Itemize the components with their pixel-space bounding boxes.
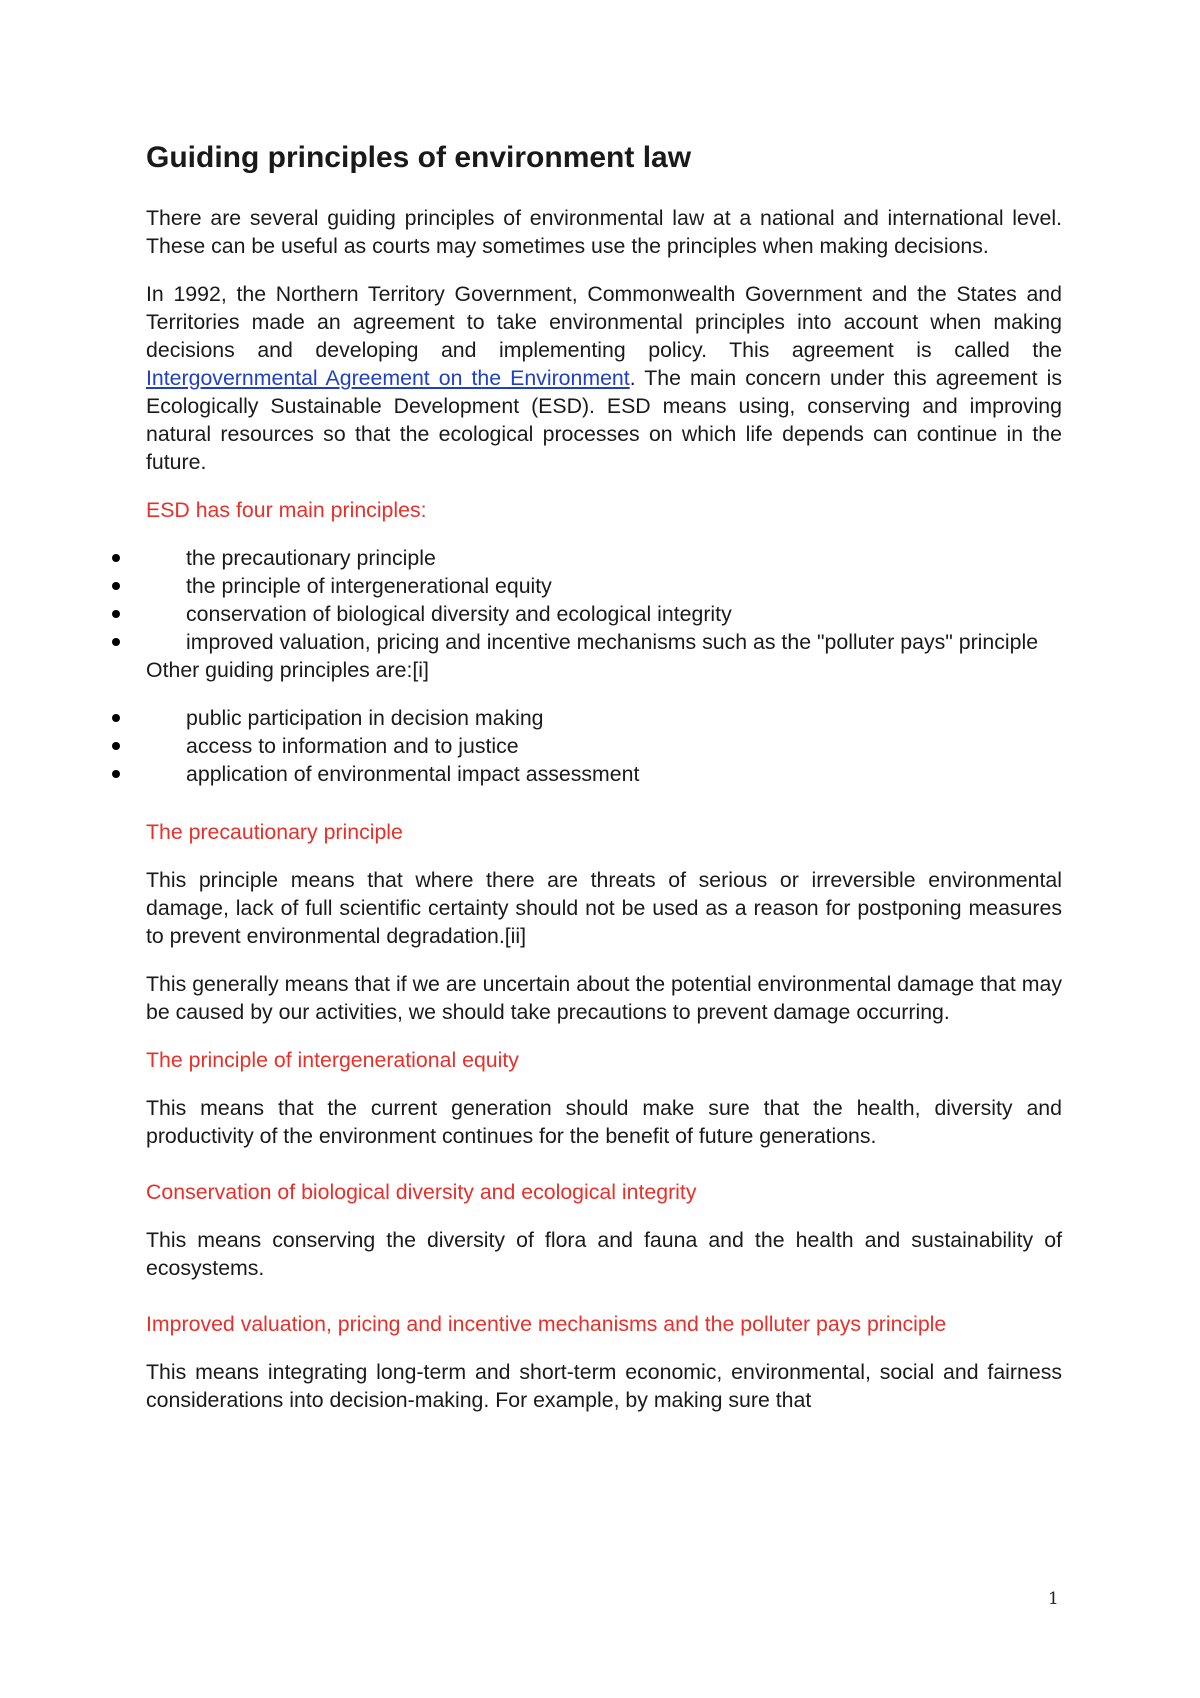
list-item: access to information and to justice [112, 732, 1062, 760]
section-paragraph: This generally means that if we are uncertain about the potential environmental damage that may be caused by our activities, we should take precautions to prevent damage occurring. [146, 972, 1062, 1024]
list-item: improved valuation, pricing and incentive mechanisms such as the "polluter pays" principle [112, 628, 1062, 656]
other-principles-heading: Other guiding principles are:[i] [146, 658, 429, 682]
bullet-icon [112, 770, 120, 778]
section-heading-polluter-pays: Improved valuation, pricing and incentive mechanisms and the polluter pays principle [146, 1312, 947, 1336]
section-paragraph: This principle means that where there are threats of serious or irreversible environmental damage, lack of full scientific certainty should not be used as a reason for postponing measures to prevent environmental degradation.[ii] [146, 868, 1062, 948]
document-content [146, 140, 1062, 1434]
agreement-text-after: . The main concern under this agreement is Ecologically Sustainable Development (ESD). ESD means using, conserving and improving natural resources so that the ecological processes on which life depends can continue in the future. [146, 366, 1062, 474]
bullet-icon [112, 638, 120, 646]
section-heading-biodiversity: Conservation of biological diversity and ecological integrity [146, 1180, 697, 1204]
bullet-icon [112, 714, 120, 722]
page-title: Guiding principles of environment law [146, 141, 692, 174]
bullet-icon [112, 554, 120, 562]
agreement-paragraph [146, 280, 1062, 476]
section-paragraph: This means integrating long-term and short-term economic, environmental, social and fairness considerations into decision-making. For example, by making sure that [146, 1360, 1062, 1412]
list-item: public participation in decision making [112, 704, 1062, 732]
page-number: 1 [1048, 1589, 1059, 1609]
agreement-text-before: In 1992, the Northern Territory Government, Commonwealth Government and the States and Territories made an agreement to take environmental principles into account when making decisions and developing and implementing policy. This agreement is called the [146, 282, 1062, 362]
list-item: the principle of intergenerational equity [112, 572, 1062, 600]
section-heading-intergenerational: The principle of intergenerational equity [146, 1048, 519, 1072]
esd-heading: ESD has four main principles: [146, 498, 427, 522]
list-item: application of environmental impact assessment [112, 760, 1062, 788]
bullet-icon [112, 742, 120, 750]
section-heading-precautionary: The precautionary principle [146, 820, 403, 844]
intro-paragraph: There are several guiding principles of environmental law at a national and international level. These can be useful as courts may sometimes use the principles when making decisions. [146, 206, 1062, 258]
section-paragraph: This means that the current generation should make sure that the health, diversity and productivity of the environment continues for the benefit of future generations. [146, 1096, 1062, 1148]
list-item: the precautionary principle [112, 544, 1062, 572]
other-principles-list [146, 704, 1062, 788]
esd-principles-list [146, 544, 1062, 656]
bullet-icon [112, 610, 120, 618]
section-paragraph: This means conserving the diversity of flora and fauna and the health and sustainability of ecosystems. [146, 1228, 1062, 1280]
agreement-link[interactable]: Intergovernmental Agreement on the Environment [146, 366, 630, 390]
bullet-icon [112, 582, 120, 590]
list-item: conservation of biological diversity and ecological integrity [112, 600, 1062, 628]
